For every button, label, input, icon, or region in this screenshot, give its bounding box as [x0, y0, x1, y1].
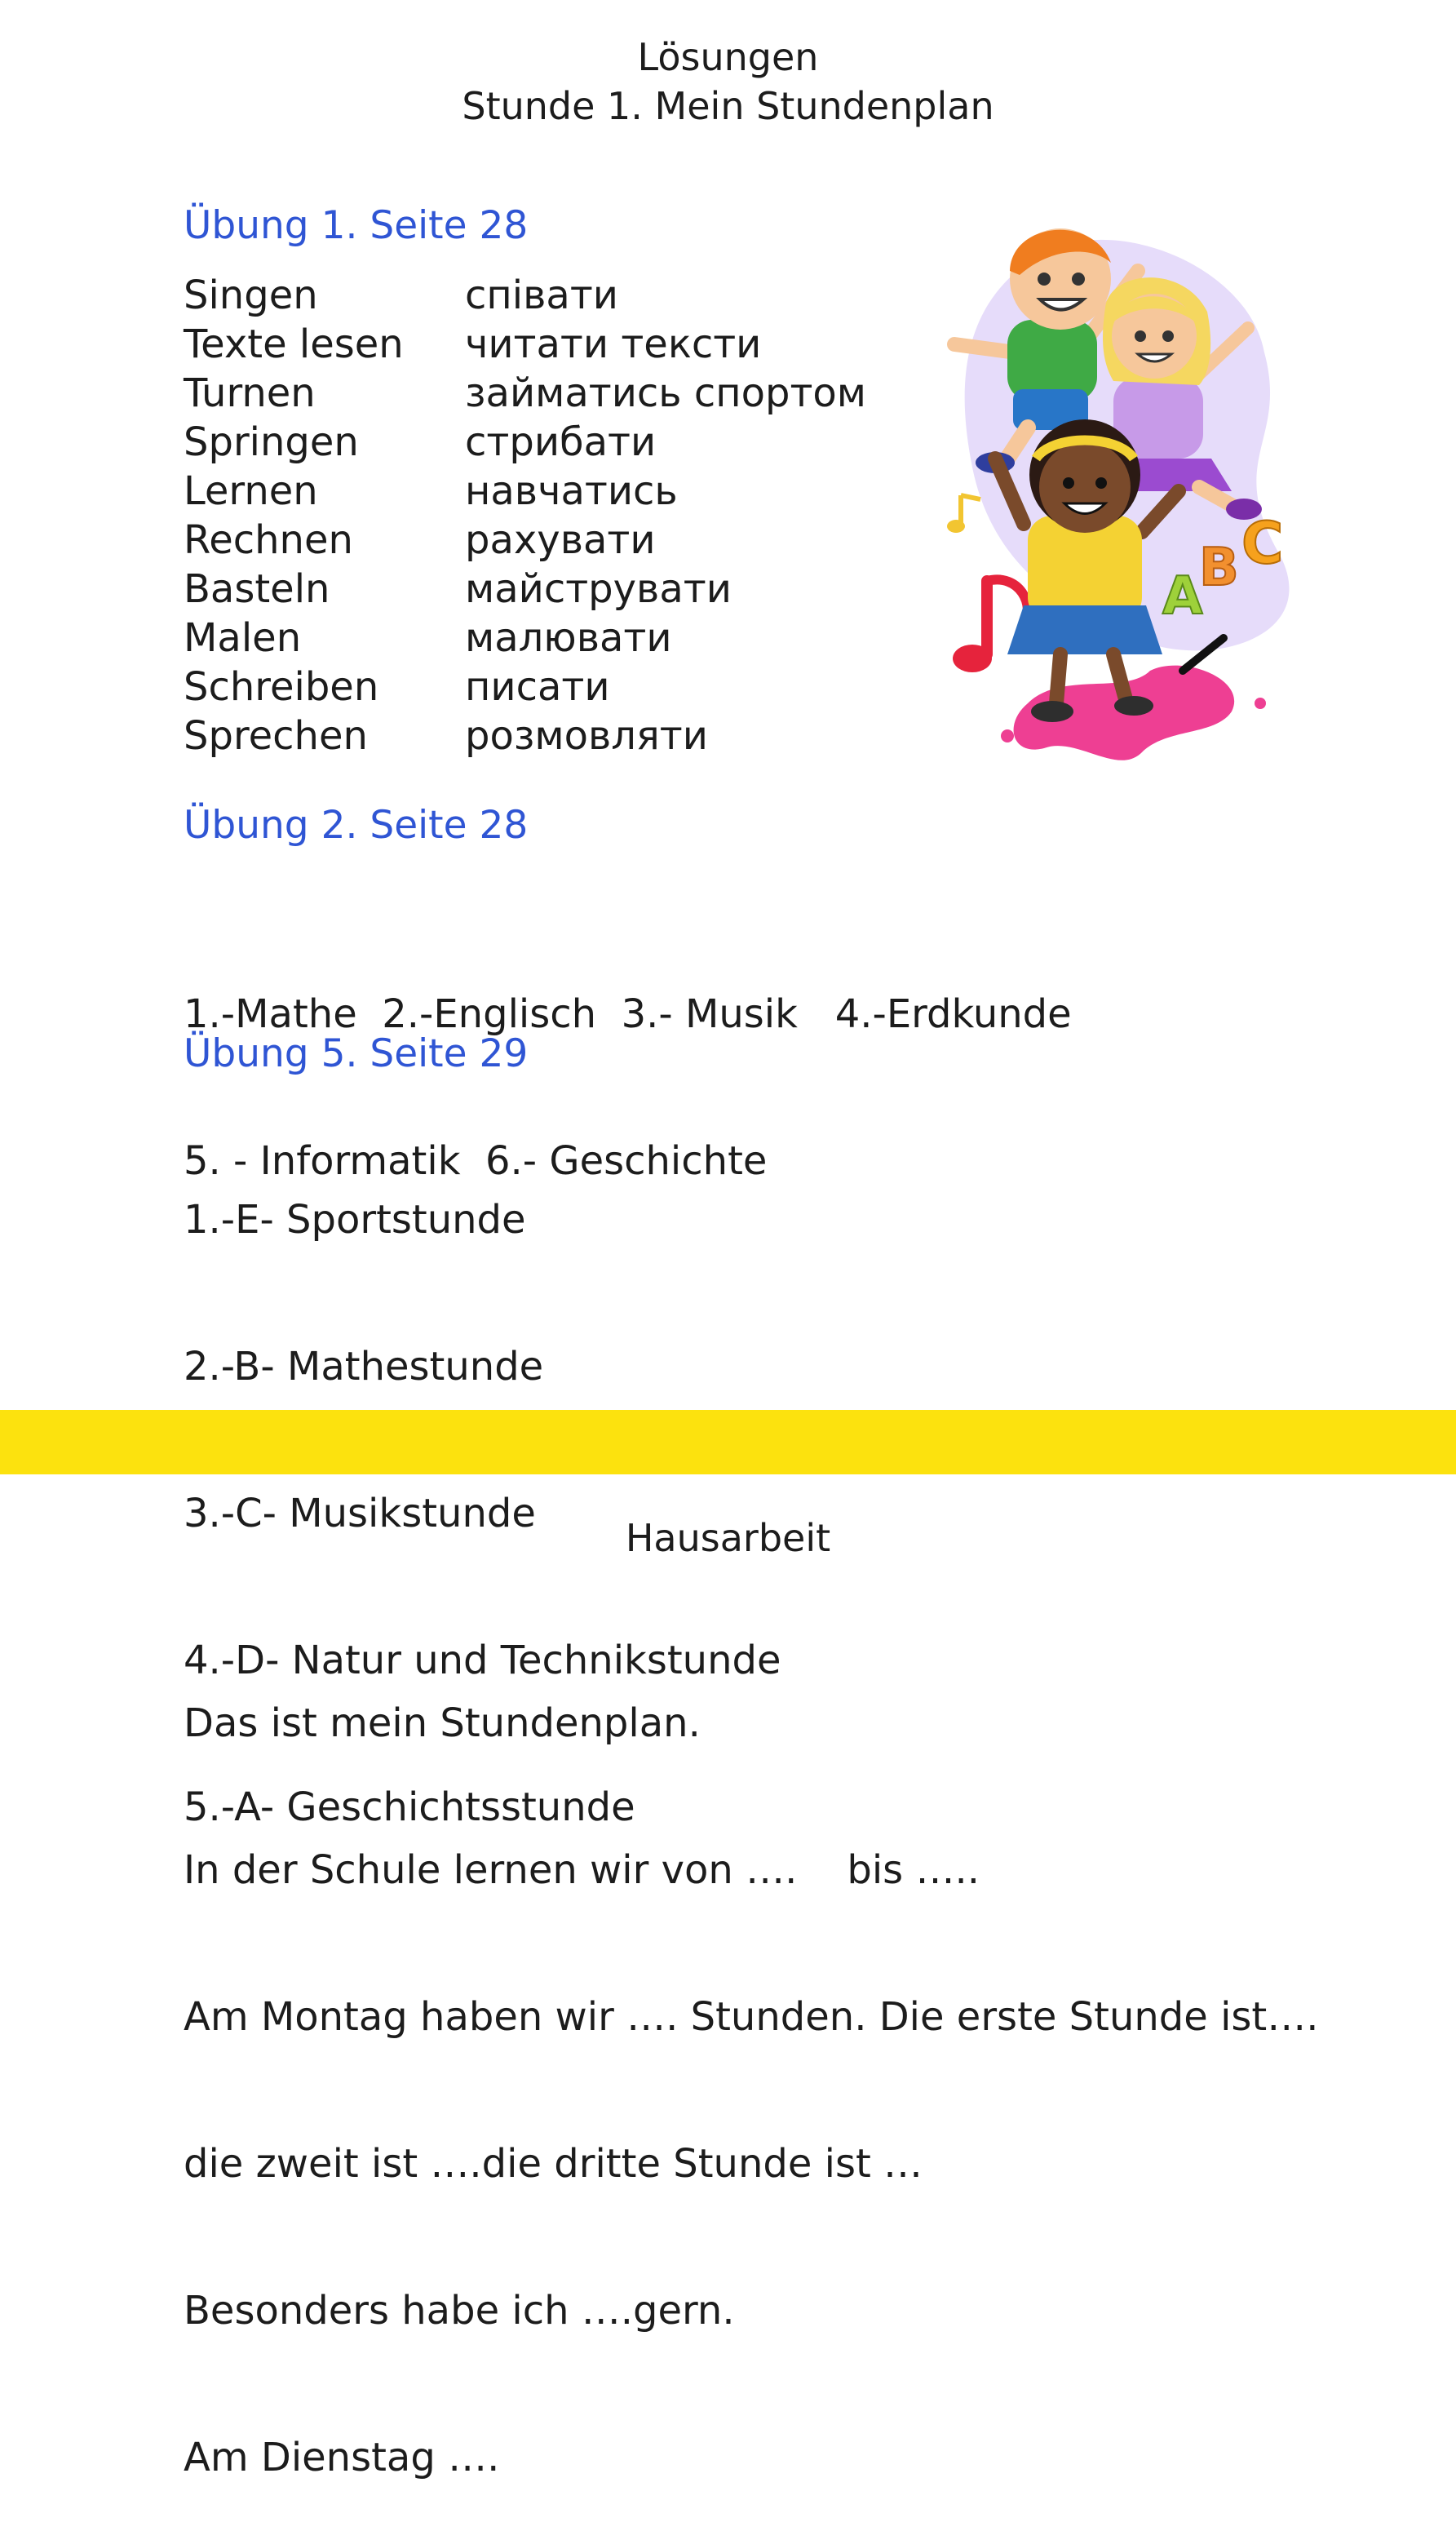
german-word: Springen: [184, 419, 359, 465]
ukrainian-word: писати: [465, 664, 610, 710]
answer-line: 1.-E- Sportstunde: [184, 1197, 526, 1243]
vocab-row: [184, 614, 866, 663]
ukrainian-word: співати: [465, 273, 618, 318]
homework-line: Am Montag haben wir …. Stunden. Die erste Stunde ist….: [184, 1994, 1319, 2040]
homework-line: Besonders habe ich ….gern.: [184, 2288, 735, 2334]
vocab-row: [184, 711, 866, 760]
homework-line: die zweit ist ….die dritte Stunde ist …: [184, 2141, 923, 2187]
exercise5-heading: Übung 5. Seite 29: [184, 1031, 529, 1076]
german-word: Schreiben: [184, 664, 379, 710]
ukrainian-word: малювати: [465, 615, 672, 661]
ukrainian-word: навчатись: [465, 468, 678, 514]
page-subtitle: Stunde 1. Mein Stundenplan: [462, 84, 994, 128]
german-word: Texte lesen: [184, 321, 404, 367]
ukrainian-word: займатись спортом: [465, 370, 866, 416]
letter-c: C: [1241, 510, 1284, 577]
homework-heading: Hausarbeit: [625, 1516, 831, 1560]
vocab-row: [184, 320, 866, 369]
vocab-row: [184, 369, 866, 418]
german-word: Rechnen: [184, 517, 353, 563]
homework-line: Am Dienstag ….: [184, 2435, 500, 2480]
ukrainian-word: стрибати: [465, 419, 657, 465]
answer-line: 3.-C- Musikstunde: [184, 1491, 536, 1536]
vocab-row: [184, 418, 866, 467]
exercise2-heading: Übung 2. Seite 28: [184, 803, 529, 848]
german-word: Turnen: [184, 370, 316, 416]
german-word: Basteln: [184, 566, 330, 612]
letter-b: B: [1199, 538, 1239, 598]
answer-line: 5. - Informatik 6.- Geschichte: [184, 1138, 768, 1184]
yellow-divider: [0, 1410, 1456, 1474]
vocabulary-list: [184, 271, 866, 760]
vocab-row: [184, 271, 866, 320]
ukrainian-word: розмовляти: [465, 713, 708, 759]
music-note-icon: [953, 579, 1028, 672]
answer-line: 2.-B- Mathestunde: [184, 1344, 544, 1390]
ukrainian-word: майструвати: [465, 566, 732, 612]
german-word: Sprechen: [184, 713, 368, 759]
homework-line: Das ist mein Stundenplan.: [184, 1700, 701, 1746]
vocab-row: [184, 516, 866, 565]
ukrainian-word: рахувати: [465, 517, 656, 563]
letter-a: A: [1162, 566, 1203, 627]
german-word: Singen: [184, 273, 318, 318]
german-word: Malen: [184, 615, 302, 661]
vocab-row: [184, 467, 866, 516]
exercise1-heading: Übung 1. Seite 28: [184, 203, 529, 248]
answer-line: 1.-Mathe 2.-Englisch 3.- Musik 4.-Erdkunde: [184, 991, 1072, 1037]
music-note-icon: [947, 495, 980, 533]
vocab-row: [184, 663, 866, 711]
vocab-row: [184, 565, 866, 614]
german-word: Lernen: [184, 468, 318, 514]
homework-text: [184, 1601, 1318, 2531]
ukrainian-word: читати тексти: [465, 321, 762, 367]
children-illustration: [938, 214, 1305, 769]
homework-line: In der Schule lernen wir von …. bis …..: [184, 1847, 980, 1893]
page-title: Lösungen: [637, 35, 819, 79]
answer-line: 5.-A- Geschichtsstunde: [184, 1784, 635, 1830]
answer-line: 4.-D- Natur und Technikstunde: [184, 1638, 781, 1683]
